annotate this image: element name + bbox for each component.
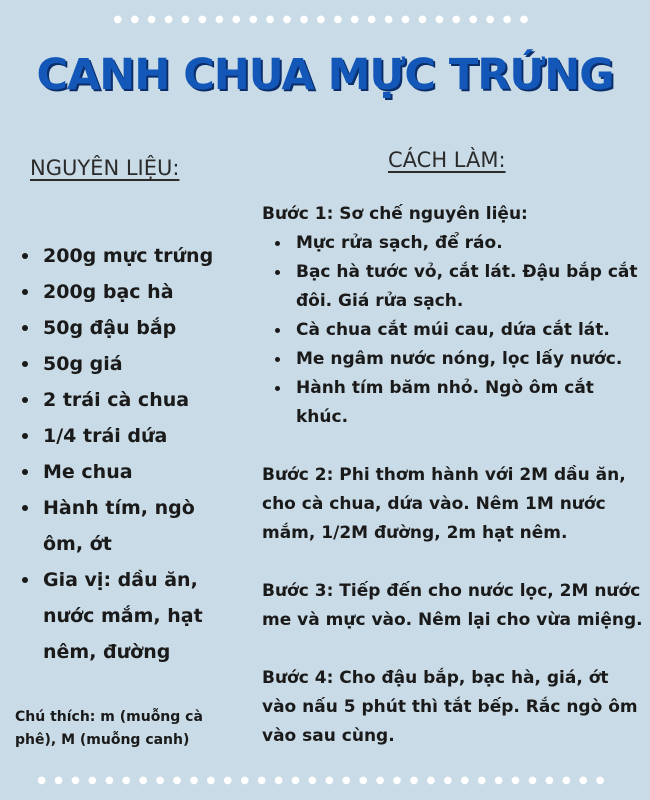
method-steps: [262, 200, 647, 751]
ingredient-item: Hành tím, ngò ôm, ớt: [20, 490, 240, 562]
page-title: CANH CHUA MỰC TRỨNG: [36, 50, 614, 100]
top-dot-border: ●●●●●●●●●●●●●●●●●●●●●●●●●: [113, 14, 537, 25]
step-2: Bước 2: Phi thơm hành với 2M dầu ăn, cho cà chua, dứa vào. Nêm 1M nước mắm, 1/2M đường, 2m hạt nêm.: [262, 465, 626, 543]
ingredient-item: 200g mực trứng: [20, 238, 240, 274]
footnote: Chú thích: m (muỗng cà phê), M (muỗng canh): [15, 709, 203, 748]
step-1-item: Mực rửa sạch, để ráo.: [262, 229, 647, 258]
step-1-item: Cà chua cắt múi cau, dứa cắt lát.: [262, 316, 647, 345]
ingredient-item: Me chua: [20, 454, 240, 490]
ingredients-list: [20, 238, 240, 670]
ingredient-item: 1/4 trái dứa: [20, 418, 240, 454]
step-1-item: Hành tím băm nhỏ. Ngò ôm cắt khúc.: [262, 374, 647, 432]
step-1-item: Bạc hà tước vỏ, cắt lát. Đậu bắp cắt đôi. Giá rửa sạch.: [262, 258, 647, 316]
ingredients-heading: NGUYÊN LIỆU:: [30, 156, 180, 180]
bottom-dot-border: ●●●●●●●●●●●●●●●●●●●●●●●●●●●●●●●●●●: [37, 775, 613, 786]
method-heading: CÁCH LÀM:: [388, 148, 506, 172]
step-3: Bước 3: Tiếp đến cho nước lọc, 2M nước me và mực vào. Nêm lại cho vừa miệng.: [262, 581, 643, 630]
step-1-item: Me ngâm nước nóng, lọc lấy nước.: [262, 345, 647, 374]
step-1-list: [262, 229, 647, 432]
ingredient-item: 50g giá: [20, 346, 240, 382]
step-4: Bước 4: Cho đậu bắp, bạc hà, giá, ớt vào nấu 5 phút thì tắt bếp. Rắc ngò ôm vào sau cùng.: [262, 668, 638, 746]
ingredient-item: 200g bạc hà: [20, 274, 240, 310]
ingredient-item: 50g đậu bắp: [20, 310, 240, 346]
ingredient-item: Gia vị: dầu ăn, nước mắm, hạt nêm, đường: [20, 562, 240, 670]
ingredient-item: 2 trái cà chua: [20, 382, 240, 418]
step-1-title: Bước 1: Sơ chế nguyên liệu:: [262, 204, 528, 224]
